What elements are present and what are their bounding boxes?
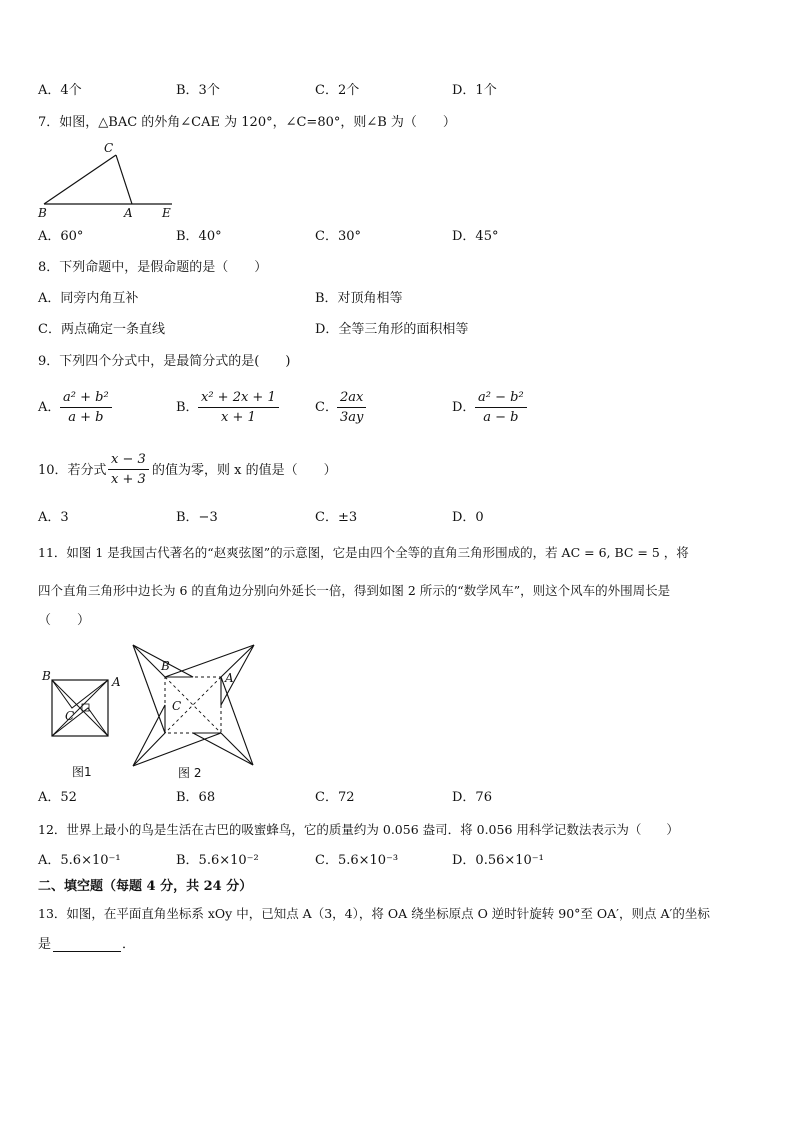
q10-option-b: B．−3 [176, 510, 218, 525]
q9-fraction-d-numerator: a² − b² [475, 390, 527, 408]
q9-fraction-b [198, 390, 279, 425]
q13-line-1: 13．如图，在平面直角坐标系 xOy 中，已知点 A（3，4），将 OA 绕坐标原点 O 逆时针旋转 90°至 OA′，则点 A′的坐标 [38, 906, 710, 921]
q11-option-a: A．52 [38, 790, 77, 805]
q9-fraction-a [60, 390, 112, 425]
q11-line-1: 11．如图 1 是我国古代著名的“赵爽弦图”的示意图，它是由四个全等的直角三角形围成的，若 AC = 6, BC = 5 ，将 [38, 545, 689, 560]
q10-fraction [108, 452, 149, 487]
q6-option-d: D．1个 [452, 83, 497, 98]
q6-option-c: C．2个 [315, 83, 360, 98]
q9-fraction-d-denominator: a − b [483, 410, 519, 425]
q9-letter-b: B． [176, 400, 199, 415]
q7-option-a: A．60° [38, 229, 84, 244]
q11-option-c: C．72 [315, 790, 355, 805]
q7-label-c: C [104, 141, 114, 155]
q11-figure-2 [128, 640, 260, 783]
q9-letter-a: A． [38, 400, 61, 415]
q9-letter-d: D． [452, 400, 476, 415]
q11-fig2-caption: 图 2 [178, 766, 202, 780]
q9-fraction-c-numerator: 2ax [337, 390, 366, 408]
q11-option-d: D．76 [452, 790, 492, 805]
q12-option-a: A．5.6×10⁻¹ [38, 853, 121, 868]
q13-end-mark: ． [122, 937, 136, 952]
q9-fraction-b-denominator: x + 1 [220, 410, 256, 425]
q9-fraction-a-denominator: a + b [68, 410, 104, 425]
q13-answer-blank[interactable] [53, 951, 121, 952]
q11-fig1-label-b: B [42, 669, 51, 683]
q8-option-d: D．全等三角形的面积相等 [315, 322, 469, 337]
q9-fraction-c [337, 390, 366, 425]
q6-option-b: B．3个 [176, 83, 220, 98]
q11-line-2: 四个直角三角形中边长为 6 的直角边分别向外延长一倍，得到如图 2 所示的“数学风车”，则这个风车的外围周长是 [38, 583, 671, 598]
q7-label-b: B [38, 206, 47, 220]
q11-fig1-label-a: A [112, 675, 121, 689]
q11-fig2-label-c: C [172, 699, 182, 713]
q7-option-b: B．40° [176, 229, 222, 244]
q11-figure-1 [38, 668, 128, 783]
q12-stem: 12．世界上最小的鸟是生活在古巴的吸蜜蜂鸟，它的质量约为 0.056 盎司．将 0.056 用科学记数法表示为（ ） [38, 822, 679, 837]
q8-stem: 8．下列命题中，是假命题的是（ ） [38, 260, 268, 275]
q12-option-b: B．5.6×10⁻² [176, 853, 259, 868]
q11-fig2-label-a: A [225, 671, 234, 685]
q10-option-c: C．±3 [315, 510, 358, 525]
q11-fig1-label-c: C [65, 709, 75, 723]
q8-option-c: C．两点确定一条直线 [38, 322, 165, 337]
q10-option-d: D．0 [452, 510, 484, 525]
q10-fraction-numerator: x − 3 [108, 452, 149, 470]
q10-option-a: A．3 [38, 510, 69, 525]
q9-letter-c: C． [315, 400, 338, 415]
q9-fraction-c-denominator: 3ay [339, 410, 364, 425]
q12-option-d: D．0.56×10⁻¹ [452, 853, 544, 868]
q13-line-2: 是 [38, 937, 52, 952]
q11-line-3: （ ） [38, 613, 91, 628]
section-2-title: 二、填空题（每题 4 分，共 24 分） [38, 879, 253, 894]
q11-fig2-label-b: B [161, 659, 170, 673]
q7-option-c: C．30° [315, 229, 361, 244]
q8-option-b: B．对顶角相等 [315, 291, 403, 306]
q11-option-b: B．68 [176, 790, 216, 805]
q7-stem: 7．如图，△BAC 的外角∠CAE 为 120°，∠C=80°，则∠B 为（ ） [38, 115, 456, 130]
q10-suffix: 的值为零，则 x 的值是（ ） [152, 463, 337, 478]
q9-fraction-d [475, 390, 527, 425]
q10-prefix: 10．若分式 [38, 463, 107, 478]
q6-option-a: A．4个 [38, 83, 82, 98]
q12-option-c: C．5.6×10⁻³ [315, 853, 399, 868]
q9-stem: 9．下列四个分式中，是最简分式的是( ) [38, 354, 291, 369]
q7-label-a: A [124, 206, 133, 220]
q7-option-d: D．45° [452, 229, 499, 244]
q7-label-e: E [162, 206, 171, 220]
q8-option-a: A．同旁内角互补 [38, 291, 139, 306]
q11-fig1-caption: 图1 [72, 765, 92, 779]
q9-fraction-b-numerator: x² + 2x + 1 [198, 390, 279, 408]
q10-fraction-denominator: x + 3 [111, 472, 146, 487]
q7-triangle-figure [34, 138, 184, 220]
q9-fraction-a-numerator: a² + b² [60, 390, 112, 408]
